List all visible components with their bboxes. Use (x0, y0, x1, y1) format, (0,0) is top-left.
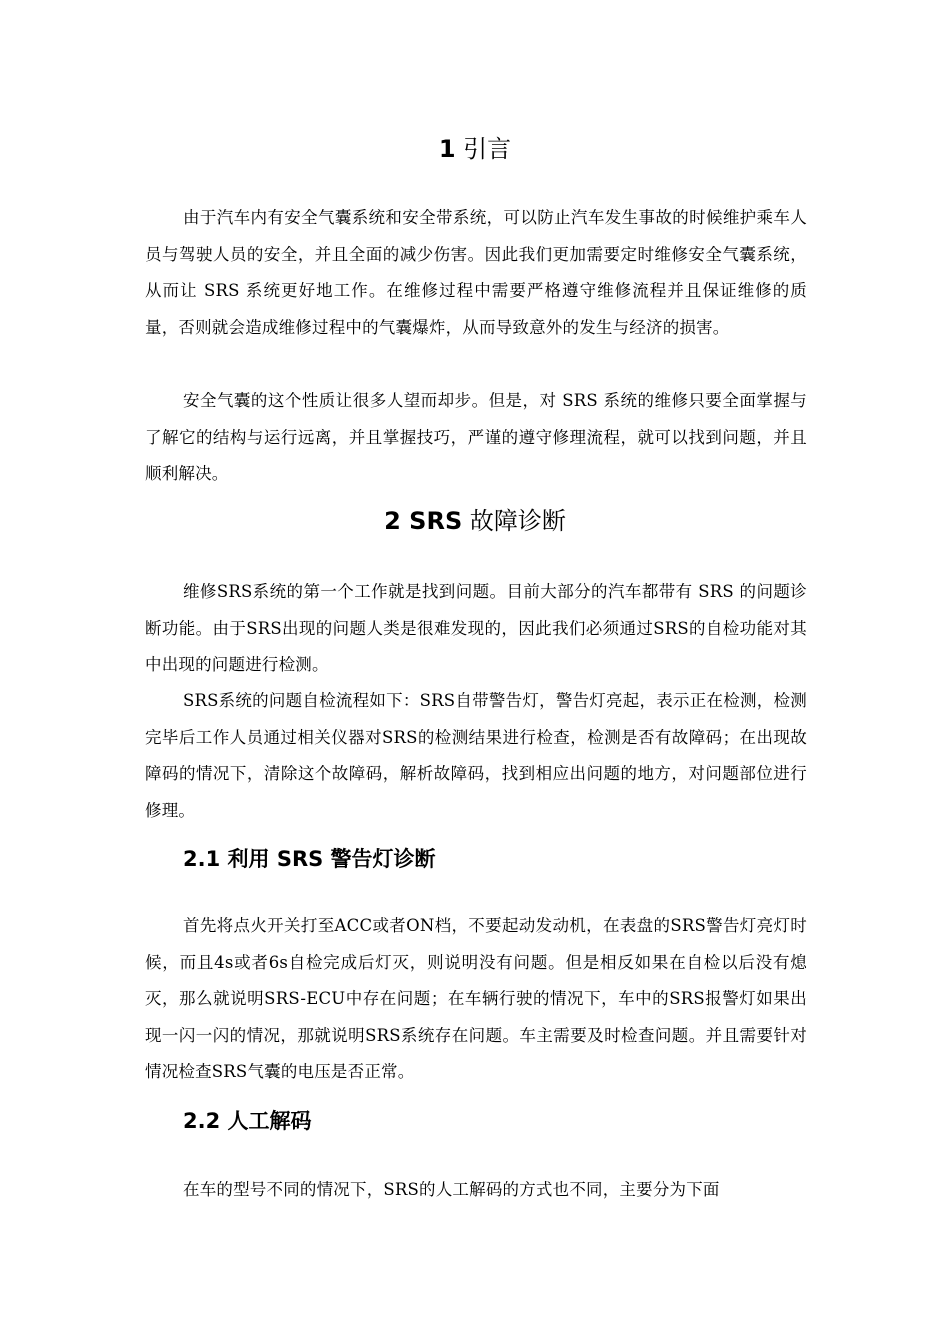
heading-warning-light: 2.1 利用 SRS 警告灯诊断 (183, 847, 436, 871)
heading-manual-decode: 2.2 人工解码 (183, 1109, 312, 1133)
diagnosis-paragraph-1: 维修SRS系统的第一个工作就是找到问题。目前大部分的汽车都带有 SRS 的问题诊断功能。由于SRS出现的问题人类是很难发现的，因此我们必须通过SRS的自检功能对其中出现的问题进行检测。 (145, 582, 807, 674)
warning-light-paragraph: 首先将点火开关打至ACC或者ON档，不要起动发动机，在表盘的SRS警告灯亮灯时候，而且4s或者6s自检完成后灯灭，则说明没有问题。但是相反如果在自检以后没有熄灭，那么就说明SRS-ECU中存在问题；在车辆行驶的情况下，车中的SRS报警灯如果出现一闪一闪的情况，那就说明SRS系统存在问题。车主需要及时检查问题。并且需要针对情况检查SRS气囊的电压是否正常。 (145, 916, 807, 1081)
heading-title: 引言 (463, 135, 512, 163)
heading-number: 1 (438, 135, 456, 163)
heading-srs-diagnosis (0, 506, 950, 536)
intro-paragraph-2: 安全气囊的这个性质让很多人望而却步。但是，对 SRS 系统的维修只要全面掌握与了解它的结构与运行远离，并且掌握技巧，严谨的遵守修理流程，就可以找到问题，并且顺利解决。 (145, 391, 807, 483)
diagnosis-paragraph-2: SRS系统的问题自检流程如下：SRS自带警告灯，警告灯亮起，表示正在检测，检测完毕后工作人员通过相关仪器对SRS的检测结果进行检查，检测是否有故障码；在出现故障码的情况下，清除这个故障码，解析故障码，找到相应出问题的地方，对问题部位进行修理。 (145, 691, 807, 820)
heading-title: 故障诊断 (469, 507, 566, 535)
heading-introduction (0, 134, 950, 164)
intro-paragraph-1: 由于汽车内有安全气囊系统和安全带系统，可以防止汽车发生事故的时候维护乘车人员与驾驶人员的安全，并且全面的减少伤害。因此我们更加需要定时维修安全气囊系统，从而让 SRS 系统更好地工作。在维修过程中需要严格遵守维修流程并且保证维修的质量，否则就会造成维修过程中的气囊爆炸，从而导致意外的发生与经济的损害。 (145, 208, 807, 337)
heading-number: 2 SRS (384, 507, 463, 535)
manual-decode-paragraph: 在车的型号不同的情况下，SRS的人工解码的方式也不同，主要分为下面 (183, 1180, 720, 1199)
